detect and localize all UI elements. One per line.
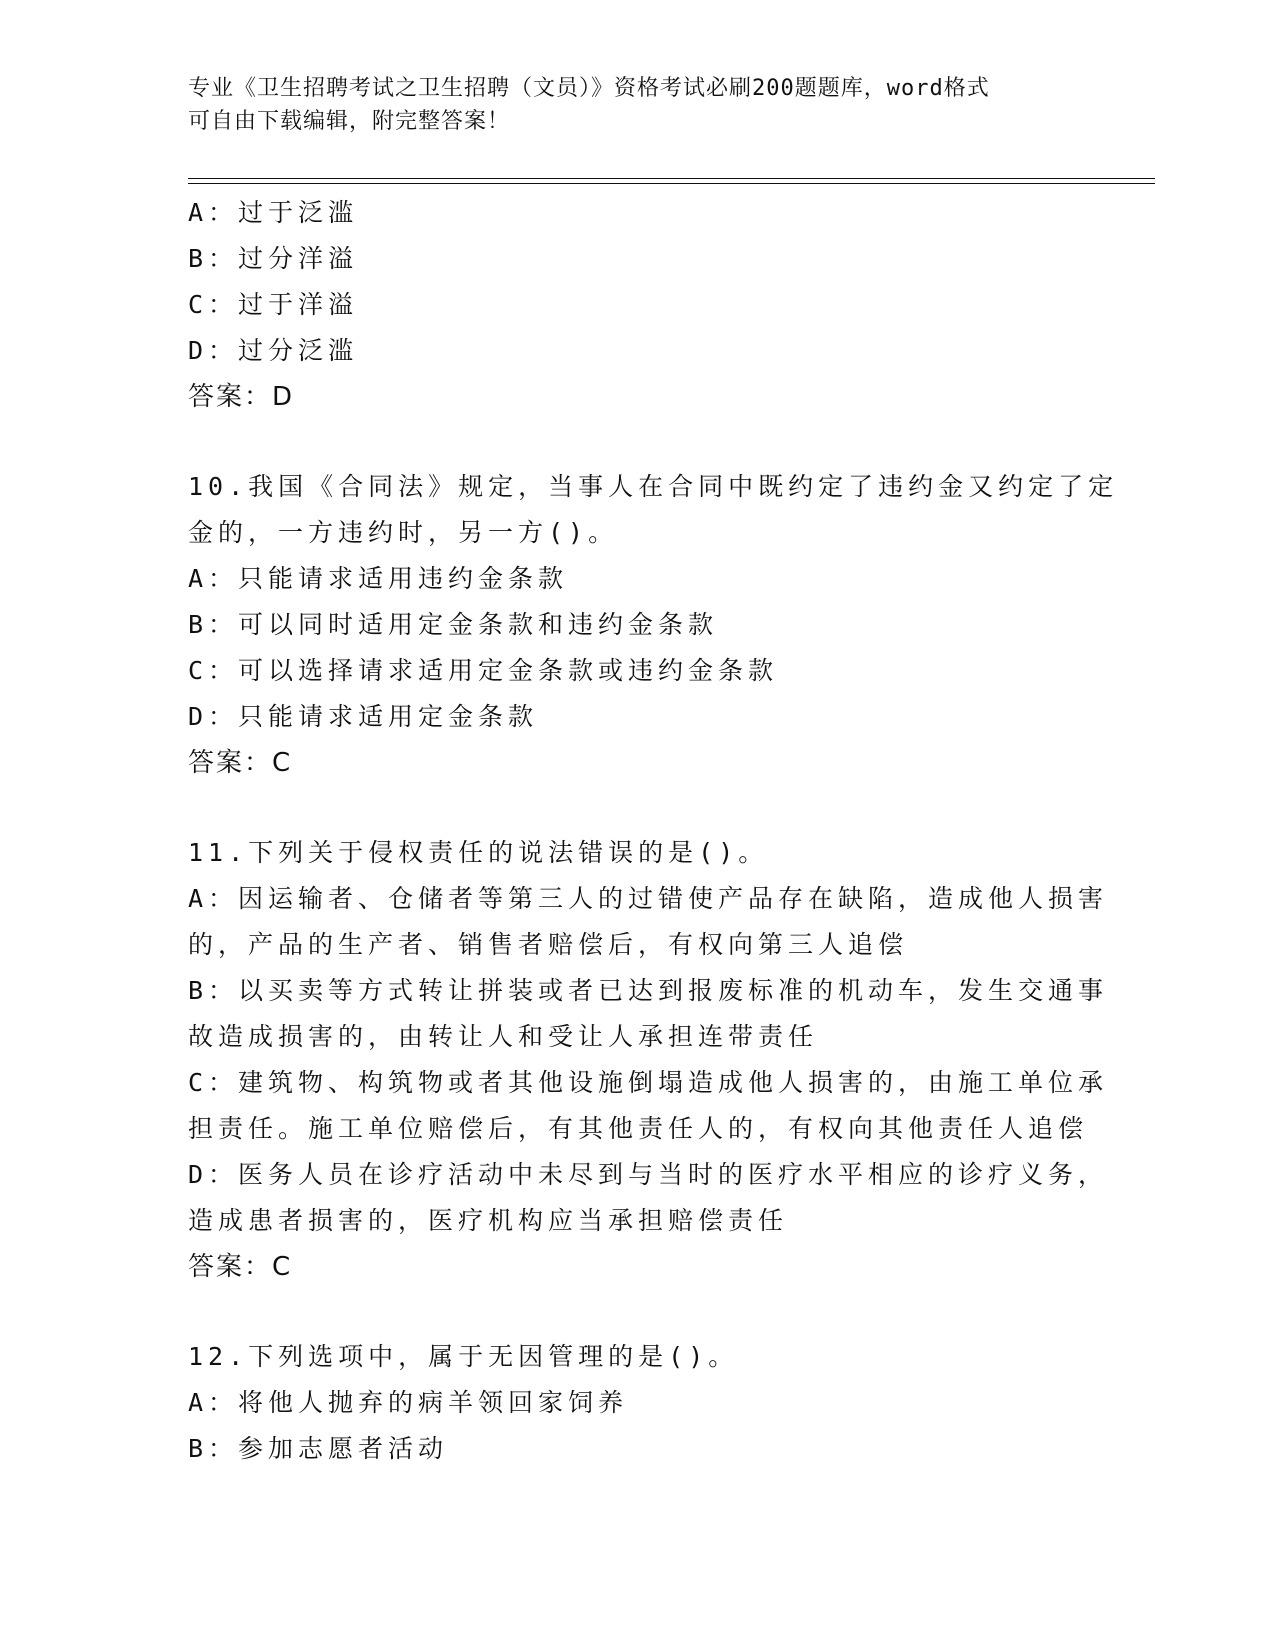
question-stem: 10.我国《合同法》规定，当事人在合同中既约定了违约金又约定了定: [188, 472, 1119, 501]
question-stem: 金的，一方违约时，另一方()。: [188, 518, 619, 547]
question-10: [188, 464, 1119, 786]
header-divider-bottom: [188, 183, 1155, 184]
header-divider-top: [188, 178, 1155, 179]
option-c: C：过于洋溢: [188, 290, 359, 319]
question-9: [188, 190, 1088, 420]
option-d: D：只能请求适用定金条款: [188, 702, 539, 731]
question-stem: 11.下列关于侵权责任的说法错误的是()。: [188, 838, 769, 867]
header-line-1: 专业《卫生招聘考试之卫生招聘（文员）》资格考试必刷200题题库，word格式: [188, 76, 990, 101]
option-a: A：过于泛滥: [188, 198, 359, 227]
option-c: C：可以选择请求适用定金条款或违约金条款: [188, 656, 779, 685]
option-c: C：建筑物、构筑物或者其他设施倒塌造成他人损害的，由施工单位承: [188, 1068, 1109, 1097]
answer: 答案：D: [188, 382, 295, 412]
document-header: [188, 72, 1088, 138]
option-d: D：过分泛滥: [188, 336, 359, 365]
option-c-continued: 担责任。施工单位赔偿后，有其他责任人的，有权向其他责任人追偿: [188, 1114, 1089, 1143]
option-b: B：过分洋溢: [188, 244, 359, 273]
option-d: D：医务人员在诊疗活动中未尽到与当时的医疗水平相应的诊疗义务，: [188, 1160, 1109, 1189]
option-b: B：以买卖等方式转让拼装或者已达到报废标准的机动车，发生交通事: [188, 976, 1109, 1005]
option-b-continued: 故造成损害的，由转让人和受让人承担连带责任: [188, 1022, 819, 1051]
option-a: A：因运输者、仓储者等第三人的过错使产品存在缺陷，造成他人损害: [188, 884, 1109, 913]
option-d-continued: 造成患者损害的，医疗机构应当承担赔偿责任: [188, 1206, 789, 1235]
question-stem: 12.下列选项中，属于无因管理的是()。: [188, 1342, 739, 1371]
question-12: [188, 1334, 1088, 1472]
option-a: A：将他人抛弃的病羊领回家饲养: [188, 1388, 629, 1417]
option-a: A：只能请求适用违约金条款: [188, 564, 569, 593]
option-b: B：可以同时适用定金条款和违约金条款: [188, 610, 719, 639]
question-11: [188, 830, 1109, 1290]
answer: 答案：C: [188, 748, 293, 778]
question-list: [188, 190, 1119, 1472]
header-line-2: 可自由下载编辑，附完整答案！: [188, 109, 511, 134]
option-a-continued: 的，产品的生产者、销售者赔偿后，有权向第三人追偿: [188, 930, 909, 959]
answer: 答案：C: [188, 1252, 293, 1282]
option-b: B：参加志愿者活动: [188, 1434, 449, 1463]
